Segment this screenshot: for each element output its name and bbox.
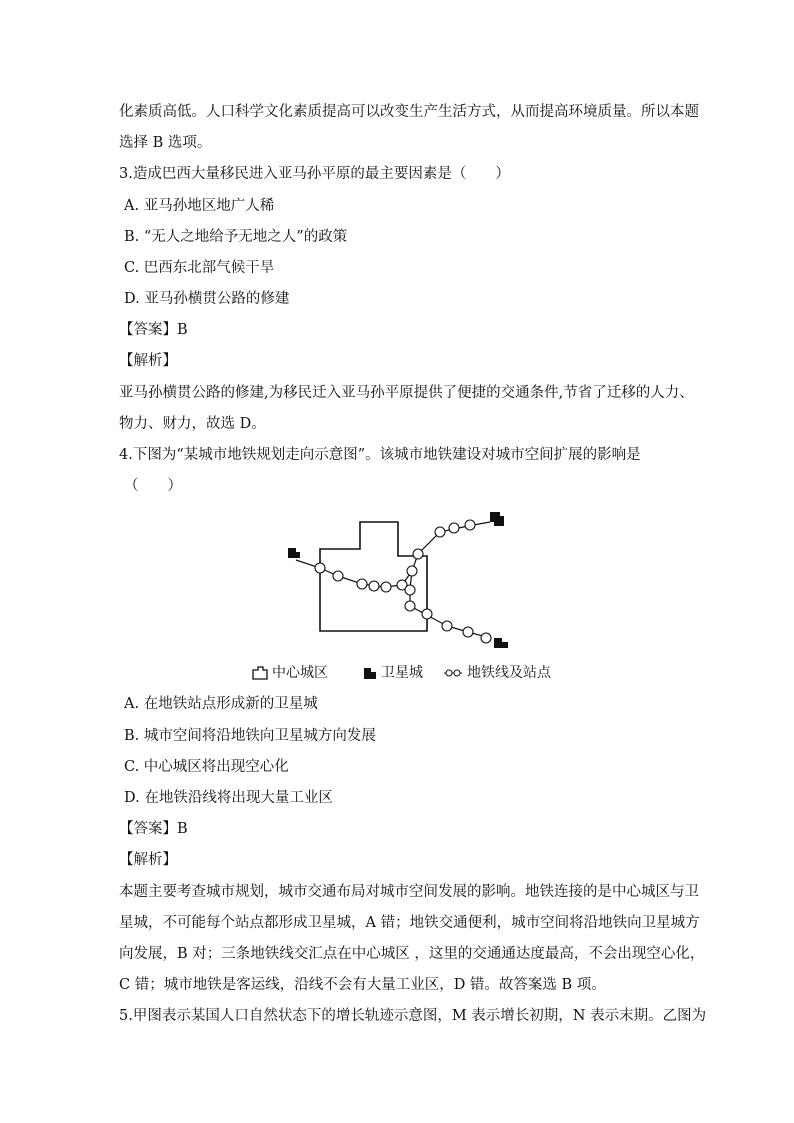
metro-station [405, 601, 415, 611]
satellite-city [494, 638, 508, 648]
metro-station [465, 520, 475, 530]
metro-station [315, 563, 325, 573]
metro-line-legend-icon [443, 666, 463, 680]
analysis-text: 物力、财力，故选 D。 [119, 416, 266, 432]
metro-station [405, 585, 415, 595]
metro-station [449, 523, 459, 533]
option-c: C. 巴西东北部气候干旱 [124, 260, 275, 276]
satellite-city [288, 548, 300, 558]
metro-map-figure [250, 508, 560, 688]
analysis-text: 向发展，B 对；三条地铁线交汇点在中心城区 ，这里的交通通达度最高，不会出现空心化， [119, 946, 705, 962]
text-line: 化素质高低。人口科学文化素质提高可以改变生产生活方式，从而提高环境质量。所以本题 [119, 104, 699, 120]
legend-label: 卫星城 [381, 665, 423, 681]
metro-station [357, 579, 367, 589]
analysis-text: C 错；城市地铁是客运线，沿线不会有大量工业区，D 错。故答案选 B 项。 [119, 977, 606, 993]
question-5: 5.甲图表示某国人口自然状态下的增长轨迹示意图，M 表示增长初期，N 表示末期。乙图为 [119, 1008, 707, 1024]
metro-station [407, 566, 417, 576]
legend-label: 中心城区 [272, 665, 328, 681]
option-d: D. 在地铁沿线将出现大量工业区 [124, 790, 333, 806]
metro-station [422, 609, 432, 619]
satellite-city [490, 512, 504, 526]
metro-station [381, 582, 391, 592]
option-a: A. 在地铁站点形成新的卫星城 [124, 696, 318, 712]
answer-label: 【答案】B [119, 322, 188, 338]
legend-metro [443, 663, 551, 683]
question-3: 3.造成巴西大量移民进入亚马孙平原的最主要因素是（ ） [119, 166, 510, 182]
option-a: A. 亚马孙地区地广人稀 [124, 198, 275, 214]
metro-station [463, 627, 473, 637]
option-c: C. 中心城区将出现空心化 [124, 759, 289, 775]
satellite-city-legend-icon [363, 666, 377, 680]
metro-station [333, 571, 343, 581]
analysis-heading: 【解析】 [119, 852, 177, 868]
legend-center-city [252, 663, 328, 683]
answer-label: 【答案】B [119, 821, 188, 837]
metro-station [413, 549, 423, 559]
legend-satellite-city [363, 663, 423, 683]
center-city-legend-icon [252, 666, 268, 680]
analysis-heading: 【解析】 [119, 353, 177, 369]
metro-station [442, 621, 452, 631]
option-d: D. 亚马孙横贯公路的修建 [124, 291, 290, 307]
metro-line [296, 522, 490, 587]
analysis-text: 星城，不可能每个站点都形成卫星城，A 错；地铁交通便利，城市空间将沿地铁向卫星城方 [119, 915, 700, 931]
question-4: 4.下图为“某城市地铁规划走向示意图”。该城市地铁建设对城市空间扩展的影响是 [119, 447, 641, 463]
option-b: B. “无人之地给予无地之人”的政策 [124, 229, 348, 245]
text-line: 选择 B 选项。 [119, 135, 212, 151]
question-4-bracket: （ ） [124, 478, 182, 494]
option-b: B. 城市空间将沿地铁向卫星城方向发展 [124, 728, 376, 744]
analysis-text: 本题主要考查城市规划，城市交通布局对城市空间发展的影响。地铁连接的是中心城区与卫 [119, 884, 699, 900]
legend-label: 地铁线及站点 [467, 665, 551, 681]
metro-station [369, 581, 379, 591]
metro-station [481, 633, 491, 643]
analysis-text: 亚马孙横贯公路的修建,为移民迁入亚马孙平原提供了便捷的交通条件,节省了迁移的人力、 [119, 385, 694, 401]
metro-station [435, 527, 445, 537]
